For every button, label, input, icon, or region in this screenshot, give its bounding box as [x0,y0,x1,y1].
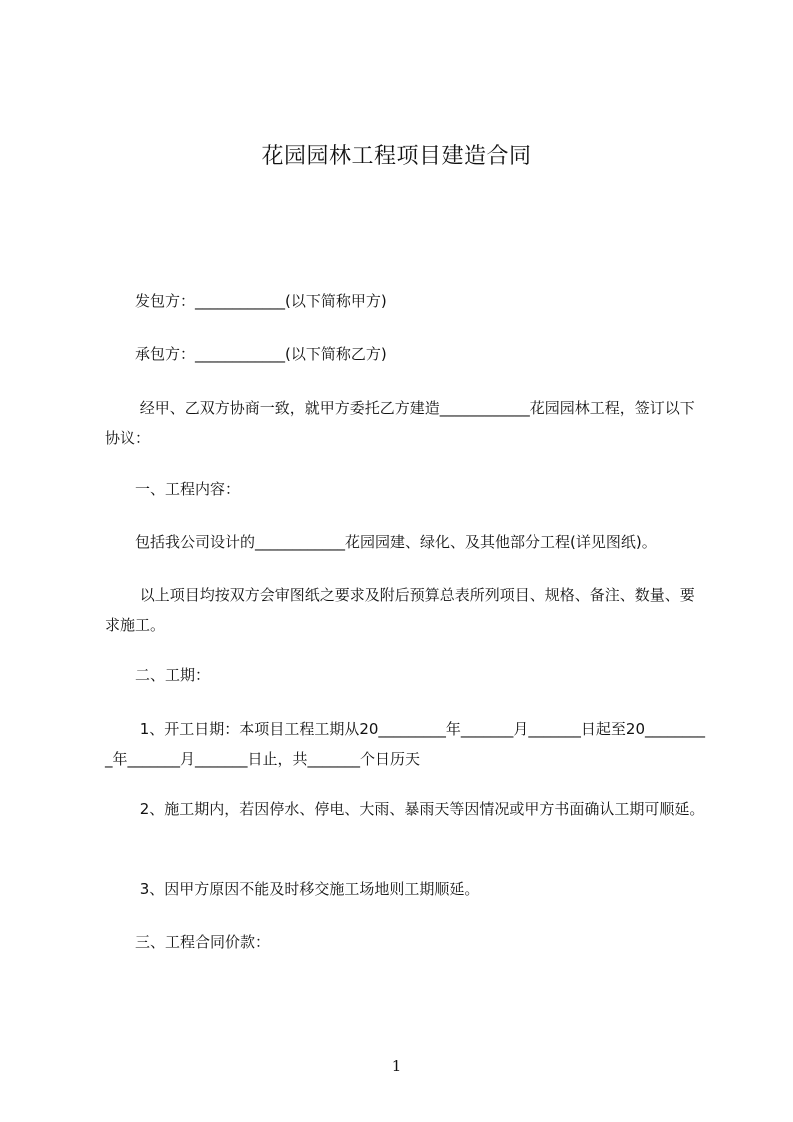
agreement-intro: 经甲、乙双方协商一致，就甲方委托乙方建造____________花园园林工程，签订以下协议： [105,399,695,447]
document-title: 花园园林工程项目建造合同 [261,144,532,169]
party-a-line: 发包方：____________(以下简称甲方) [105,292,387,310]
party-b-line: 承包方：____________(以下简称乙方) [105,345,387,363]
section-2-heading: 二、工期： [105,666,211,684]
section-3-heading: 三、工程合同价款： [105,933,271,951]
schedule-clause-2: 2、施工期内，若因停水、停电、大雨、暴雨天等因情况或甲方书面确认工期可顺延。 [105,800,705,818]
section-1-heading: 一、工程内容： [105,480,241,498]
section-1-content: 包括我公司设计的____________花园园建、绿化、及其他部分工程(详见图纸)。 [105,533,657,551]
page-number: 1 [391,1057,402,1075]
schedule-clause-3: 3、因甲方原因不能及时移交施工场地则工期顺延。 [105,880,480,898]
section-1-requirements: 以上项目均按双方会审图纸之要求及附后预算总表所列项目、规格、备注、数量、要求施工。 [105,586,695,634]
schedule-clause-1: 1、开工日期：本项目工程工期从20_________年_______月_______日起至20_________年_______月_______日止，共_______个日历天 [105,720,705,768]
